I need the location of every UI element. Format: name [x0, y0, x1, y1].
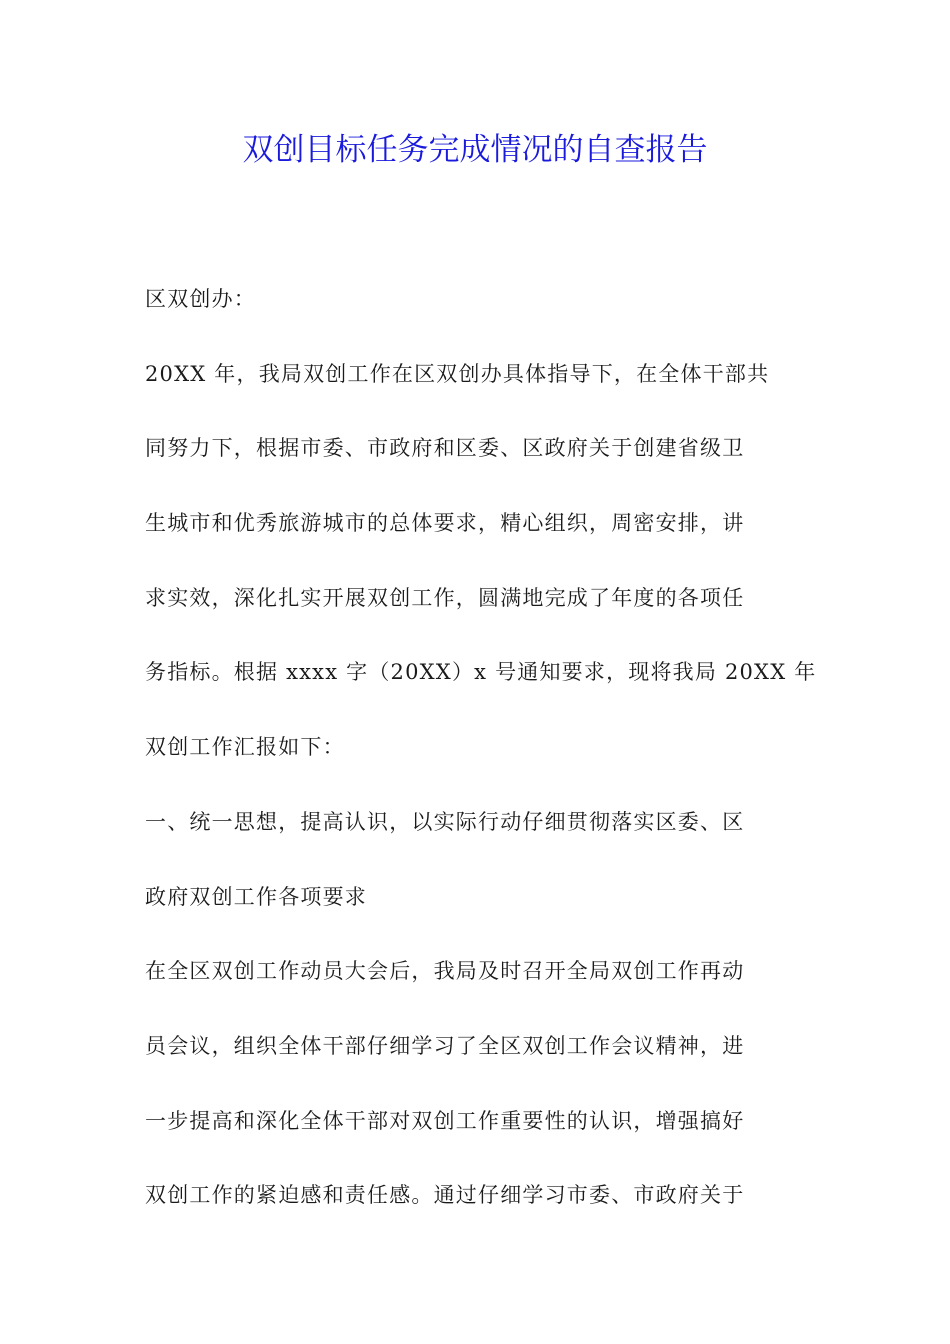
section-heading-line: 政府双创工作各项要求	[145, 884, 367, 909]
paragraph-line: 在全区双创工作动员大会后，我局及时召开全局双创工作再动	[145, 959, 745, 984]
paragraph-line: 员会议，组织全体干部仔细学习了全区双创工作会议精神，进	[145, 1033, 745, 1058]
paragraph-line: 务指标。根据 xxxx 字（20XX）x 号通知要求，现将我局 20XX 年	[145, 660, 817, 685]
paragraph-line: 双创工作的紧迫感和责任感。通过仔细学习市委、市政府关于	[145, 1183, 745, 1208]
document-title: 双创目标任务完成情况的自查报告	[242, 132, 708, 168]
paragraph-line: 20XX 年，我局双创工作在区双创办具体指导下，在全体干部共	[145, 361, 770, 386]
paragraph-line: 双创工作汇报如下：	[145, 735, 345, 760]
section-heading-line: 一、统一思想，提高认识，以实际行动仔细贯彻落实区委、区	[145, 809, 745, 834]
paragraph-line: 同努力下，根据市委、市政府和区委、区政府关于创建省级卫	[145, 436, 745, 461]
salutation-line: 区双创办：	[145, 287, 256, 311]
document-body	[145, 262, 817, 1233]
paragraph-line: 一步提高和深化全体干部对双创工作重要性的认识，增强搞好	[145, 1108, 745, 1133]
paragraph-line: 生城市和优秀旅游城市的总体要求，精心组织，周密安排，讲	[145, 511, 745, 536]
paragraph-line: 求实效，深化扎实开展双创工作，圆满地完成了年度的各项任	[145, 585, 745, 610]
